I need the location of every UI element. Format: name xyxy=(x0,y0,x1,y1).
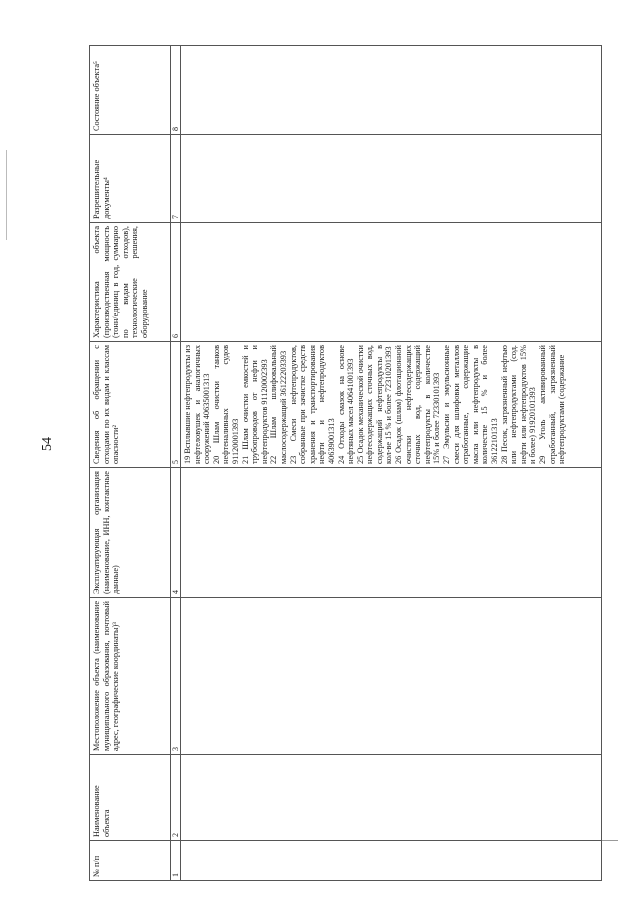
column-number: 2 xyxy=(171,755,181,841)
header-cell-status: Состояние объекта⁵ xyxy=(90,46,171,135)
waste-item: 21 Шлам очистки емкостей и трубопроводов от нефти и нефтепродуктов 91120002393 xyxy=(240,345,269,464)
cell-status xyxy=(181,46,602,135)
cell-permits xyxy=(181,135,602,223)
column-number: 1 xyxy=(171,841,181,881)
cell-location xyxy=(181,598,602,755)
header-cell-name: Наименование объекта xyxy=(90,755,171,841)
column-number-row xyxy=(171,46,181,881)
header-cell-waste-handling: Сведения об обращении с отходами по их видам и классам опасности² xyxy=(90,342,171,468)
scan-artifact xyxy=(6,150,7,240)
facilities-table xyxy=(89,46,602,881)
column-number: 8 xyxy=(171,46,181,135)
header-cell-location: Местоположение объекта (наименование муниципального образования, почтовый адрес, географические координаты)³ xyxy=(90,598,171,755)
scan-artifact xyxy=(600,840,618,841)
waste-item: 23 Смеси нефтепродуктов, собранные при зачистке средств хранения и транспортирования нефти и нефтепродуктов 40639001313 xyxy=(288,345,336,464)
column-number: 3 xyxy=(171,598,181,755)
header-cell-characteristics: Характеристика объекта (производственная мощность (тонн/единиц в год, суммарно по видам отходов), технологические решения, оборудование xyxy=(90,223,171,342)
header-cell-number: № п/п xyxy=(90,841,171,881)
table-header-row xyxy=(90,46,171,881)
waste-item: 26 Осадок (шлам) флотационной очистки нефтесодержащих сточных вод, содержащий нефтепродукты в количестве 15% и более 72330101393 xyxy=(394,345,442,464)
cell-name xyxy=(181,755,602,841)
waste-item: 22 Шлам шлифовальный маслосодержащий 36122203393 xyxy=(269,345,288,464)
waste-item: 28 Песок, загрязненный нефтью или нефтепродуктами (сод. нефти или нефтепродуктов 15% и более) 91920101393 xyxy=(499,345,538,464)
waste-item: 24 Отходы смазок на основе нефтяных масел 40641001393 xyxy=(336,345,356,464)
table-row xyxy=(181,46,602,881)
waste-item: 29 Уголь активированный отработанный, загрязненный нефтепродуктами (содержание xyxy=(537,345,567,464)
column-number: 5 xyxy=(171,342,181,468)
cell-waste-list xyxy=(181,342,602,468)
waste-item: 20 Шлам очистки танков нефтеналивных судов 91120001393 xyxy=(211,345,240,464)
cell-characteristics xyxy=(181,223,602,342)
header-cell-operator: Эксплуатирующая организация (наименование, ИНН, контактные данные) xyxy=(90,468,171,598)
waste-item: 25 Осадок механической очистки нефтесодержащих сточных вод, содержащий нефтепродукты в кол-ве 15 % и более 72310201393 xyxy=(355,345,394,464)
column-number: 7 xyxy=(171,135,181,223)
waste-item: 27 Эмульсии и эмульсионные смеси для шлифовки металлов отработанные, содержащие масла или нефтепродукты в количестве 15 % и более 36122101313 xyxy=(442,345,499,464)
header-cell-permits: Разрешительные документы⁴ xyxy=(90,135,171,223)
column-number: 6 xyxy=(171,223,181,342)
column-number: 4 xyxy=(171,468,181,598)
cell-number xyxy=(181,841,602,881)
waste-item: 19 Всплывшие нефтепродукты из нефтеловушек и аналогичных сооружений 40635001313 xyxy=(183,345,212,464)
cell-operator xyxy=(181,468,602,598)
page-number: 54 xyxy=(40,437,55,451)
